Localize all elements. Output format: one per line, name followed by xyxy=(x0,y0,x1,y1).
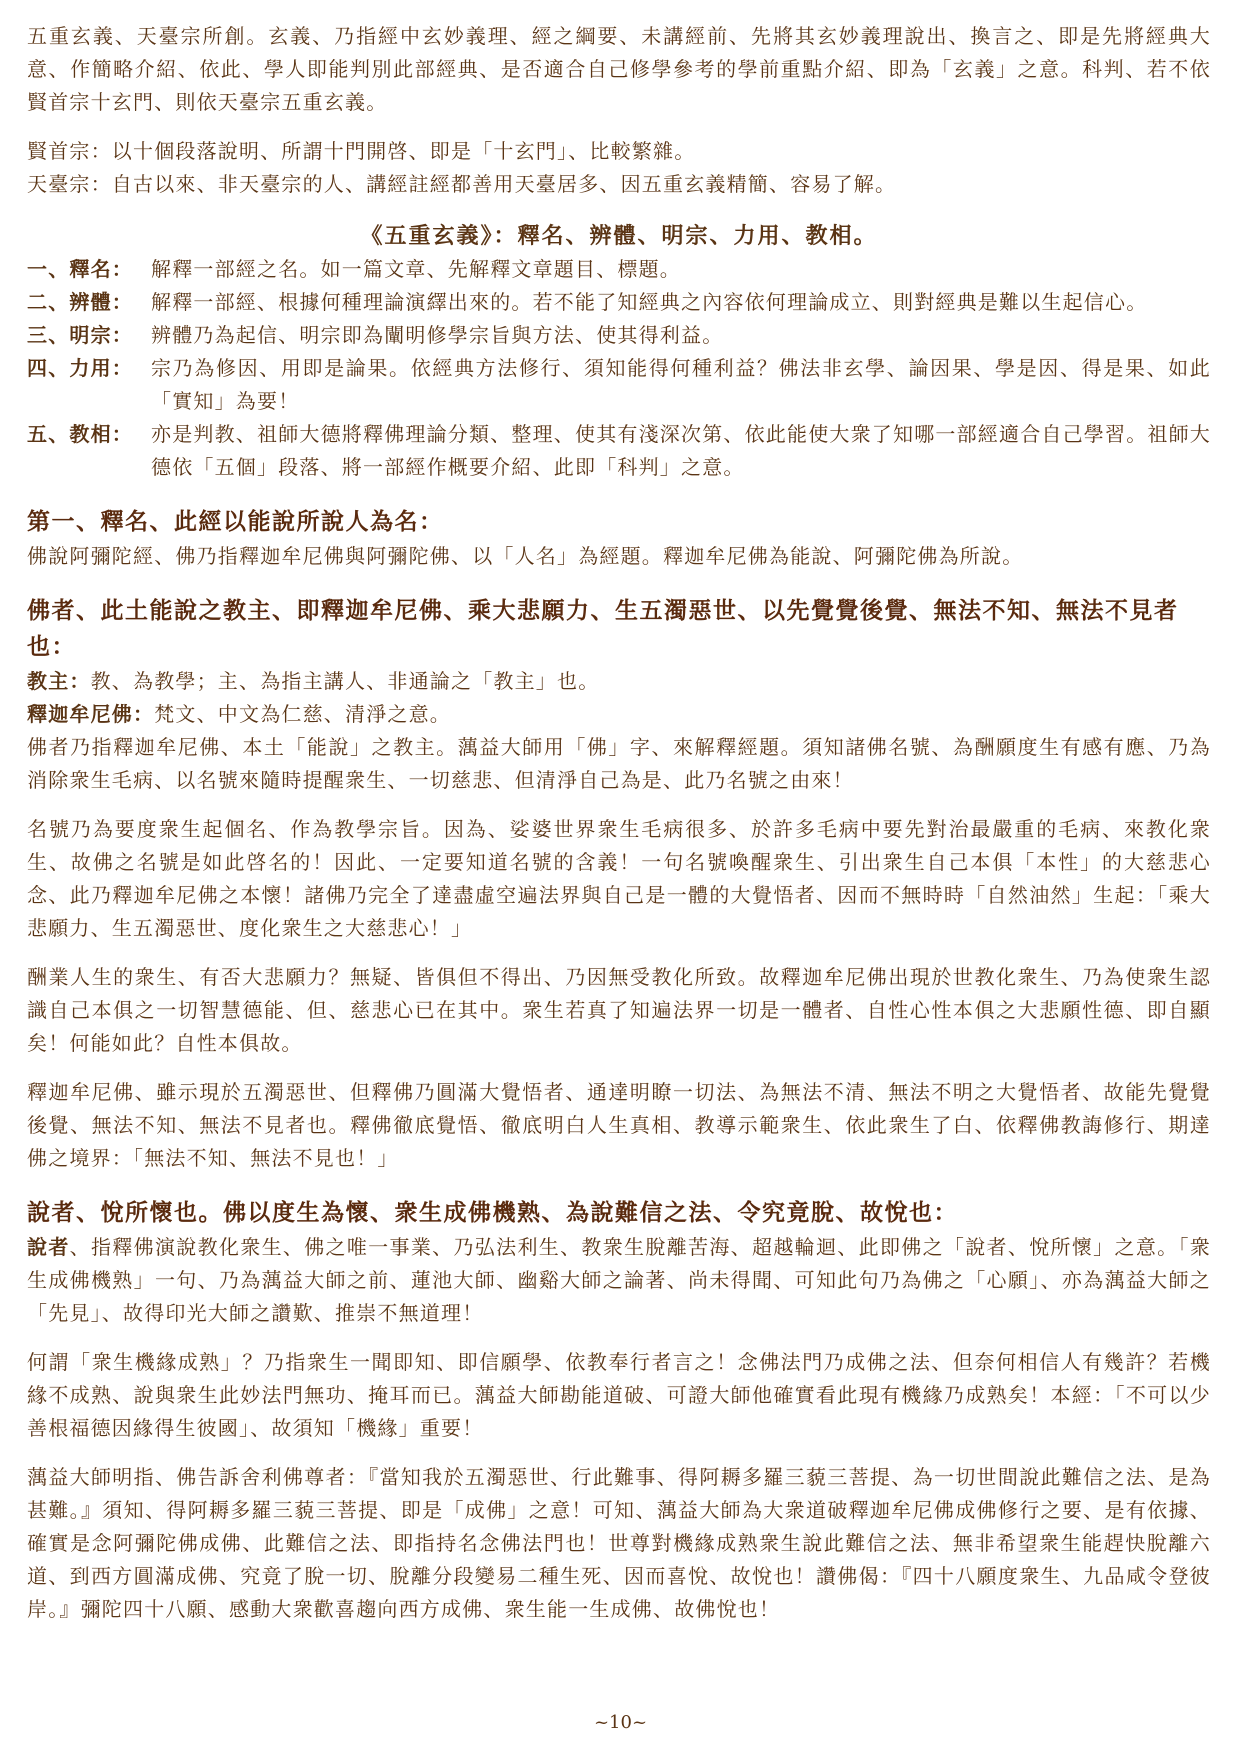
paragraph: 酬業人生的衆生、有否大悲願力？無疑、皆俱但不得出、乃因無受教化所致。故釋迦牟尼佛出現於世教化衆生、乃為使衆生認識自己本俱之一切智慧德能、但、慈悲心已在其中。衆生若真了知遍法界一切是一體者、自性心性本俱之大悲願性德、即自顯矣！何能如此？自性本俱故。 xyxy=(27,965,1211,1055)
xianshou-note: 賢首宗：以十個段落說明、所謂十門開啓、即是「十玄門」、比較繁雜。 xyxy=(27,139,696,163)
section-heading: 第一、釋名、此經以能說所說人為名： xyxy=(27,508,444,535)
section-heading: 說者、悅所懷也。佛以度生為懷、衆生成佛機熟、為說難信之法、令究竟脫、故悅也： xyxy=(27,1199,958,1226)
paragraph: 釋迦牟尼佛、雖示現於五濁惡世、但釋佛乃圓滿大覺悟者、通達明瞭一切法、為無法不清、無法不明之大覺悟者、故能先覺覺後覺、無法不知、無法不見者也。釋佛徹底覺悟、徹底明白人生真相、教導示範衆生、依此衆生了白、依釋佛教誨修行、期達佛之境界：「無法不知、無法不見也！」 xyxy=(27,1080,1211,1170)
list-item xyxy=(27,286,1211,319)
term-label: 釋迦牟尼佛： xyxy=(27,702,155,726)
term-definition xyxy=(27,665,1211,698)
paragraph: 蕅益大師明指、佛告訴舍利佛尊者：『當知我於五濁惡世、行此難事、得阿耨多羅三藐三菩提、為一切世間說此難信之法、是為甚難。』須知、得阿耨多羅三藐三菩提、即是「成佛」之意！可知、蕅益大師為大衆道破釋迦牟尼佛成佛修行之要、是有依據、確實是念阿彌陀佛成佛、此難信之法、即指持名念佛法門也！世尊對機緣成熟衆生說此難信之法、無非希望衆生能趕快脫離六道、到西方圓滿成佛、究竟了脫一切、脫離分段變易二種生死、因而喜悅、故悅也！讚佛偈：『四十八願度衆生、九品咸令登彼岸。』彌陀四十八願、感動大衆歡喜趨向西方成佛、衆生能一生成佛、故佛悅也！ xyxy=(27,1465,1211,1621)
term-definition xyxy=(27,698,1211,731)
tiantai-note: 天臺宗：自古以來、非天臺宗的人、講經註經都善用天臺居多、因五重玄義精簡、容易了解。 xyxy=(27,172,897,196)
section-naming xyxy=(27,504,1211,573)
list-item xyxy=(27,253,1211,286)
five-profound-list xyxy=(27,253,1211,484)
school-notes xyxy=(27,135,1211,201)
item-label: 三、明宗： xyxy=(27,323,133,347)
item-text: 解釋一部經之名。如一篇文章、先解釋文章題目、標題。 xyxy=(151,257,681,281)
section-text: 佛說阿彌陀經、佛乃指釋迦牟尼佛與阿彌陀佛、以「人名」為經題。釋迦牟尼佛為能說、阿彌陀佛為所說。 xyxy=(27,544,1024,568)
term-label: 教主： xyxy=(27,669,91,693)
term-label: 說者 xyxy=(27,1235,70,1259)
item-text: 解釋一部經、根據何種理論演繹出來的。若不能了知經典之內容依何理論成立、則對經典是難以生起信心。 xyxy=(151,290,1148,314)
section-heading: 佛者、此土能說之教主、即釋迦牟尼佛、乘大悲願力、生五濁惡世、以先覺覺後覺、無法不知、無法不見者也： xyxy=(27,597,1179,660)
paragraph: 何謂「衆生機緣成熟」？乃指衆生一聞即知、即信願學、依教奉行者言之！念佛法門乃成佛之法、但奈何相信人有幾許？若機緣不成熟、說與衆生此妙法門無功、掩耳而已。蕅益大師勘能道破、可證大師他確實看此現有機緣乃成熟矣！本經：「不可以少善根福德因緣得生彼國」、故須知「機緣」重要！ xyxy=(27,1350,1211,1440)
section-speaker xyxy=(27,1195,1211,1626)
paragraph xyxy=(27,1231,1211,1330)
list-item xyxy=(27,319,1211,352)
item-text: 辨體乃為起信、明宗即為闡明修學宗旨與方法、使其得利益。 xyxy=(151,323,724,347)
item-label: 一、釋名： xyxy=(27,257,133,281)
list-item xyxy=(27,352,1211,418)
intro-paragraph: 五重玄義、天臺宗所創。玄義、乃指經中玄妙義理、經之綱要、未講經前、先將其玄妙義理說出、換言之、即是先將經典大意、作簡略介紹、依此、學人即能判別此部經典、是否適合自己修學參考的學前重點介紹、即為「玄義」之意。科判、若不依賢首宗十玄門、則依天臺宗五重玄義。 xyxy=(27,24,1211,114)
term-text: 梵文、中文為仁慈、清淨之意。 xyxy=(154,702,452,726)
item-label: 四、力用： xyxy=(27,356,133,380)
page-number: ~10~ xyxy=(593,1712,648,1733)
item-label: 二、辨體： xyxy=(27,290,133,314)
paragraph: 佛者乃指釋迦牟尼佛、本土「能說」之教主。蕅益大師用「佛」字、來解釋經題。須知諸佛名號、為酬願度生有感有應、乃為消除衆生毛病、以名號來隨時提醒衆生、一切慈悲、但清淨自己為是、此乃名號之由來！ xyxy=(27,735,1211,792)
five-profound-title: 《五重玄義》：釋名、辨體、明宗、力用、教相。 xyxy=(360,223,878,249)
item-text: 亦是判教、祖師大德將釋佛理論分類、整理、使其有淺深次第、依此能使大衆了知哪一部經適合自己學習。祖師大德依「五個」段落、將一部經作概要介紹、此即「科判」之意。 xyxy=(151,422,1211,479)
term-text: 教、為教學；主、為指主講人、非通論之「教主」也。 xyxy=(90,669,600,693)
section-buddha xyxy=(27,593,1211,1175)
term-text: 、指釋佛演說教化衆生、佛之唯一事業、乃弘法利生、教衆生脫離苦海、超越輪迴、此即佛之「說者、悅所懷」之意。「衆生成佛機熟」一句、乃為蕅益大師之前、蓮池大師、幽谿大師之論著、尚未得聞、可知此句乃為佛之「心願」、亦為蕅益大師之「先見」、故得印光大師之讚歎、推崇不無道理！ xyxy=(27,1235,1211,1325)
paragraph: 名號乃為要度衆生起個名、作為教學宗旨。因為、娑婆世界衆生毛病很多、於許多毛病中要先對治最嚴重的毛病、來教化衆生、故佛之名號是如此啓名的！因此、一定要知道名號的含義！一句名號喚醒衆生、引出衆生自己本俱「本性」的大慈悲心念、此乃釋迦牟尼佛之本懷！諸佛乃完全了達盡虛空遍法界與自己是一體的大覺悟者、因而不無時時「自然油然」生起：「乘大悲願力、生五濁惡世、度化衆生之大慈悲心！」 xyxy=(27,817,1211,940)
item-label: 五、教相： xyxy=(27,422,133,446)
list-item xyxy=(27,418,1211,484)
item-text: 宗乃為修因、用即是論果。依經典方法修行、須知能得何種利益？佛法非玄學、論因果、學是因、得是果、如此「實知」為要！ xyxy=(151,356,1211,413)
